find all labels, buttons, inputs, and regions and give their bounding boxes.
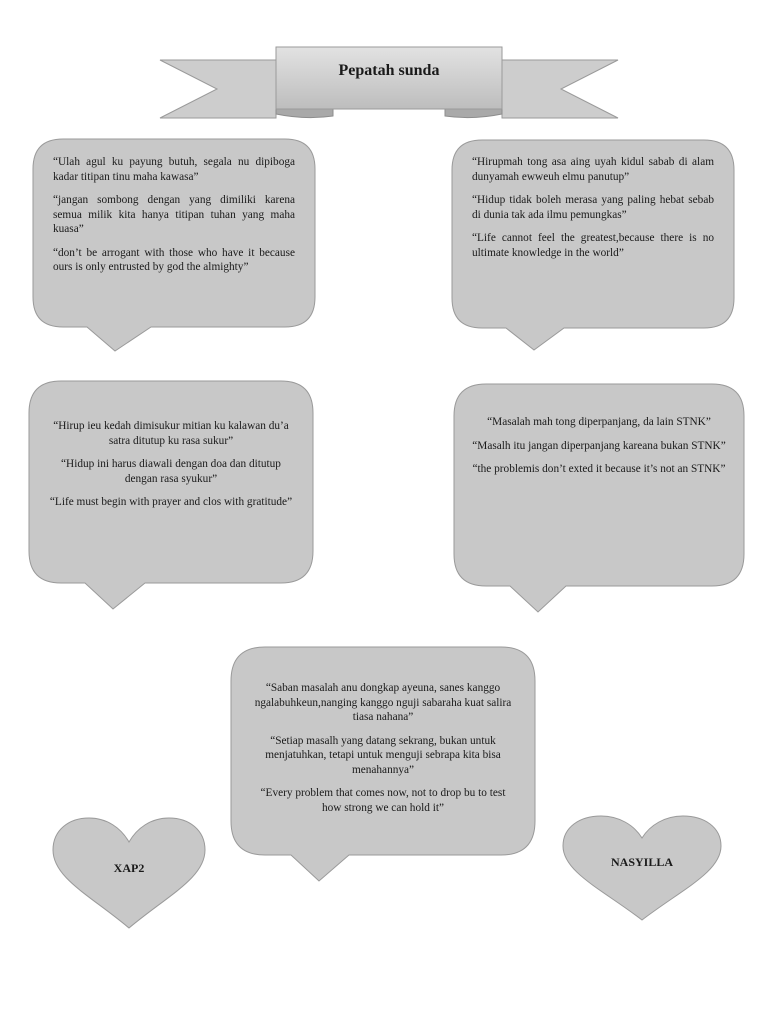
- page-title: Pepatah sunda: [338, 62, 440, 79]
- proverb-english: “Life must begin with prayer and clos with gratitude”: [49, 496, 293, 508]
- title-banner: [0, 0, 768, 130]
- proverb-bubble-4: [454, 384, 744, 614]
- heart-left: [51, 816, 207, 932]
- proverb-sundanese: “Saban masalah anu dongkap ayeuna, sanes kanggo ngalabuhkeun,nanging kanggo nguji sabaraha kuat salira tiasa nahana”: [254, 682, 512, 723]
- heart-label-left: XAP2: [113, 861, 145, 875]
- proverb-bubble-2: [452, 140, 734, 352]
- proverb-sundanese: “Hirupmah tong asa aing uyah kidul sabab di alam dunyamah ewweuh elmu panutup”: [472, 156, 714, 183]
- proverb-indonesian: “Hidup tidak boleh merasa yang paling hebat sebab di dunia tak ada ilmu pemungkas”: [472, 194, 714, 221]
- proverb-bubble-5: [231, 647, 535, 883]
- proverb-indonesian: “jangan sombong dengan yang dimiliki karena semua milik kita hanya titipan tuhan yang maha kuasa”: [53, 194, 295, 235]
- heart-right: [561, 814, 723, 924]
- proverb-indonesian: “Setiap masalh yang datang sekrang, bukan untuk menjatuhkan, tetapi untuk menguji sebrapa kita bisa menahannya”: [265, 734, 501, 776]
- proverb-bubble-1: [33, 139, 315, 353]
- proverb-indonesian: “Hidup ini harus diawali dengan doa dan ditutup dengan rasa syukur”: [61, 458, 281, 485]
- proverb-english: “Life cannot feel the greatest,because there is no ultimate knowledge in the world”: [472, 232, 714, 259]
- proverb-english: “the problemis don’t exted it because it’s not an STNK”: [472, 463, 726, 475]
- proverb-sundanese: “Hirup ieu kedah dimisukur mitian ku kalawan du’a satra ditutup ku rasa sukur”: [53, 420, 289, 447]
- heart-label-right: NASYILLA: [610, 855, 673, 869]
- proverb-english: “Every problem that comes now, not to drop bu to test how strong we can hold it”: [260, 787, 506, 814]
- proverb-indonesian: “Masalh itu jangan diperpanjang kareana bukan STNK”: [472, 439, 726, 452]
- proverb-bubble-3: [29, 381, 313, 611]
- proverb-sundanese: “Masalah mah tong diperpanjang, da lain STNK”: [487, 416, 711, 428]
- proverb-english: “don’t be arrogant with those who have it because ours is only entrusted by god the almighty”: [53, 246, 295, 273]
- proverb-sundanese: “Ulah agul ku payung butuh, segala nu dipiboga kadar titipan tinu maha kawasa”: [53, 156, 295, 183]
